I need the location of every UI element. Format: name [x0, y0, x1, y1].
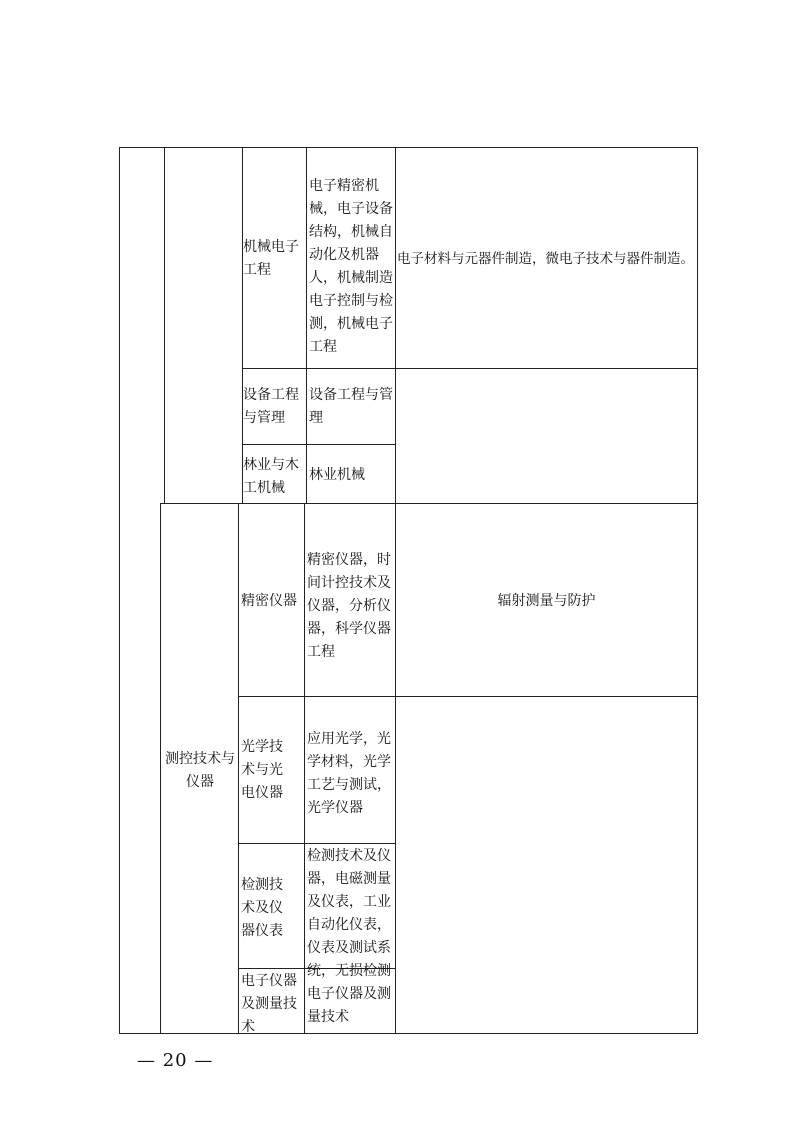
table-cell-secondary-major: 设备工程与管理: [243, 387, 299, 426]
col-line-2b: [238, 503, 239, 1034]
table-cell-sub-majors: 电子仪器及测量技术: [307, 986, 391, 1025]
table-cell-related: 电子材料与元器件制造，微电子技术与器件制造。: [397, 251, 694, 267]
row-line-4: [238, 696, 698, 697]
table-cell-sub-majors: 林业机械: [309, 467, 365, 483]
col-line-1b: [160, 503, 161, 1034]
col-line-2: [242, 147, 243, 503]
table-cell-secondary-major: 精密仪器: [241, 593, 297, 609]
table-border-top: [119, 147, 698, 148]
table-cell-sub-majors: 精密仪器，时间计控技术及仪器，分析仪器，科学仪器工程: [307, 552, 391, 660]
col-line-3b: [304, 503, 305, 1034]
table-cell-primary-major: 测控技术与仪器: [165, 751, 235, 790]
table-cell-secondary-major: 机械电子工程: [243, 239, 299, 278]
row-line-3: [160, 503, 698, 504]
table-cell-secondary-major: 林业与木工机械: [243, 457, 299, 496]
col-line-1: [164, 147, 165, 503]
table-border-left: [119, 147, 120, 1034]
table-cell-related: 辐射测量与防护: [497, 593, 596, 609]
col-line-3: [306, 147, 307, 503]
row-line-1: [242, 368, 698, 369]
table-cell-sub-majors: 设备工程与管理: [309, 387, 393, 426]
table-border-bottom: [119, 1033, 698, 1034]
row-line-5: [238, 843, 396, 844]
table-cell-sub-majors: 电子精密机械，电子设备结构，机械自动化及机器人，机械制造电子控制与检测，机械电子工程: [309, 178, 393, 355]
table-cell-secondary-major: 电子仪器及测量技术: [241, 973, 297, 1035]
table-cell-sub-majors: 应用光学，光学材料，光学工艺与测试，光学仪器: [307, 731, 391, 816]
table-border-right: [697, 147, 698, 1034]
table-cell-sub-majors: 检测技术及仪器，电磁测量及仪表，工业自动化仪表，仪表及测试系统，无损检测: [307, 848, 391, 979]
table-cell-secondary-major: 光学技术与光电仪器: [241, 739, 283, 801]
row-line-2: [242, 444, 396, 445]
page-number: — 20 —: [137, 1050, 214, 1071]
table-cell-secondary-major: 检测技术及仪器仪表: [241, 877, 283, 939]
